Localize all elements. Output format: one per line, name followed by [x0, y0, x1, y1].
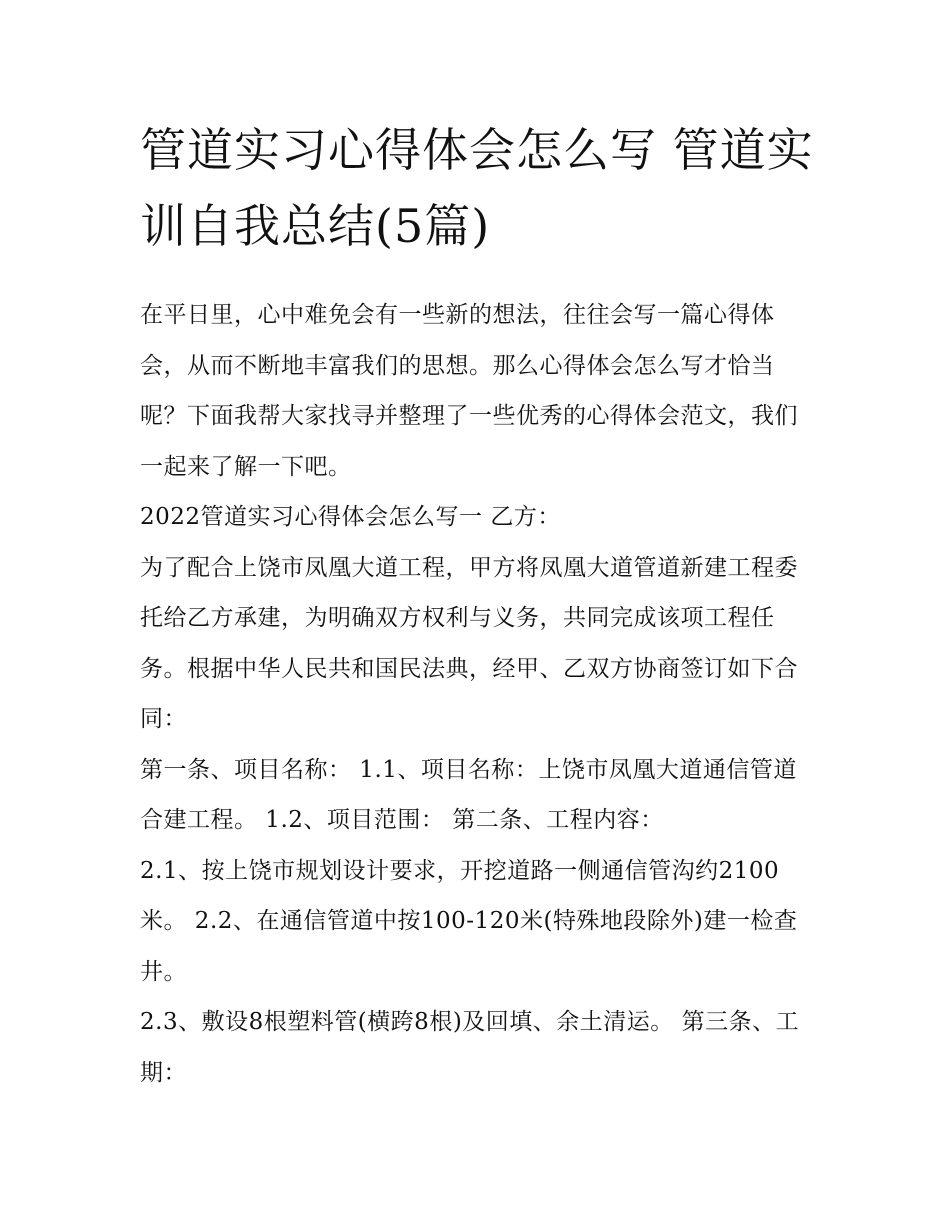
section-heading: 2022管道实习心得体会怎么写一 乙方： [140, 504, 561, 530]
document-page [140, 112, 815, 1098]
article-one: 第一条、项目名称： 1.1、项目名称：上饶市凤凰大道通信管道合建工程。 1.2、项目范围： 第二条、工程内容： [140, 756, 797, 833]
document-title: 管道实习心得体会怎么写 管道实训自我总结(5篇) [140, 123, 814, 253]
intro-paragraph: 在平日里，心中难免会有一些新的想法，往往会写一篇心得体会，从而不断地丰富我们的思想。那么心得体会怎么写才恰当呢？下面我帮大家找寻并整理了一些优秀的心得体会范文，我们一起来了解一下吧。 [140, 302, 798, 480]
article-two-item-three: 2.3、敷设8根塑料管(横跨8根)及回填、余土清运。 第三条、工期： [140, 1009, 800, 1086]
article-two-items: 2.1、按上饶市规划设计要求，开挖道路一侧通信管沟约2100米。 2.2、在通信管道中按100-120米(特殊地段除外)建一检查井。 [140, 857, 798, 985]
contract-preamble: 为了配合上饶市凤凰大道工程，甲方将凤凰大道管道新建工程委托给乙方承建，为明确双方权利与义务，共同完成该项工程任务。根据中华人民共和国民法典，经甲、乙双方协商签订如下合同： [140, 554, 798, 732]
